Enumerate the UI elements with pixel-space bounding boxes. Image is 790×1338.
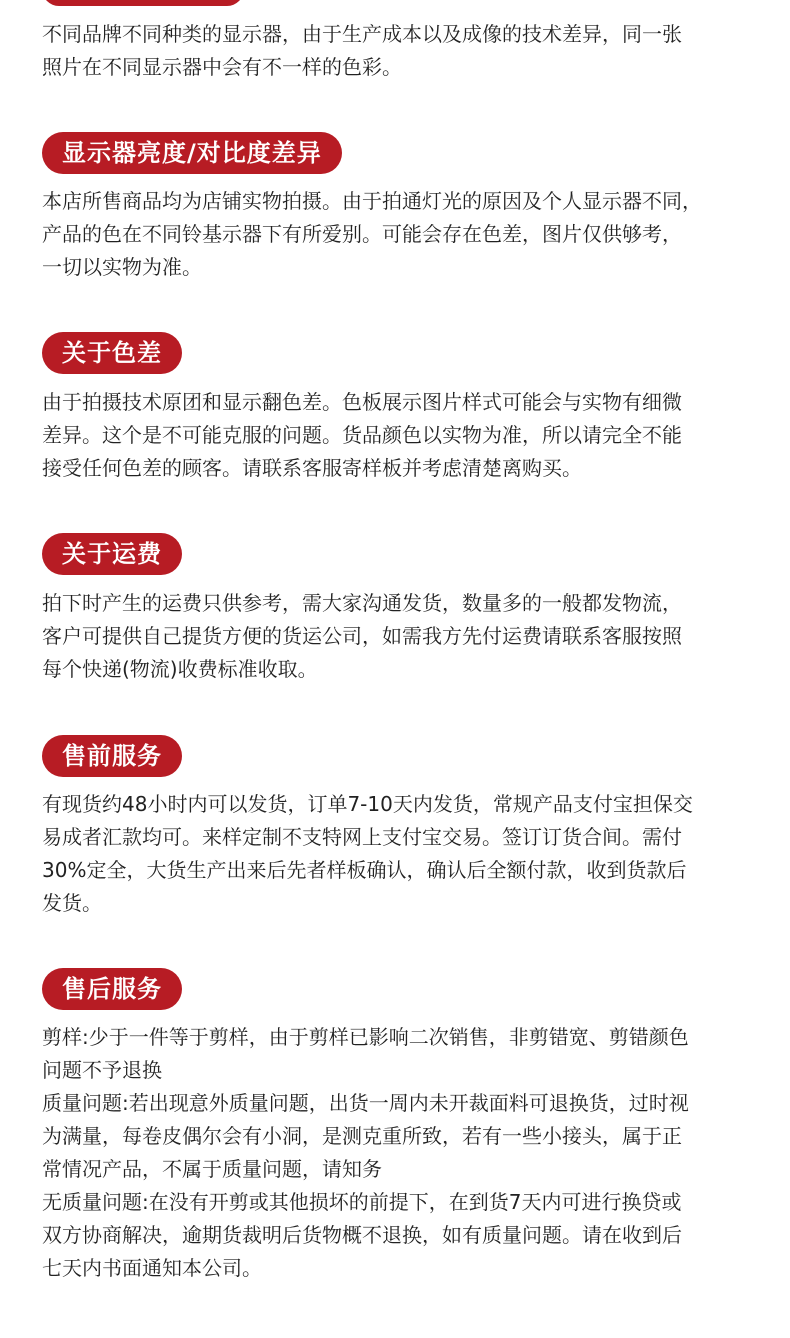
section-body-shipping (42, 587, 764, 686)
section-title-badge (42, 533, 182, 575)
section-title-badge (42, 735, 182, 777)
text-line: 常情况产品，不属于质量问题，请知务 (42, 1157, 382, 1181)
text-line: 发货。 (42, 891, 102, 915)
section-title: 关于运费 (62, 540, 162, 568)
text-line: 差异。这个是不可能克服的问题。货品颜色以实物为准，所以请完全不能 (42, 423, 682, 447)
section-body-monitor-differences (42, 18, 764, 84)
section-title-badge-cropped (42, 0, 244, 6)
section-body-color-difference (42, 386, 764, 485)
text-line: 有现货约48小时内可以发货，订单7-10天内发货，常规产品支付宝担保交 (42, 792, 693, 816)
section-title-badge (42, 332, 182, 374)
text-line: 一切以实物为准。 (42, 255, 202, 279)
text-line: 30%定全，大货生产出来后先者样板确认，确认后全额付款，收到货款后 (42, 858, 687, 882)
section-body-brightness (42, 185, 764, 284)
text-line: 每个快递(物流)收费标准收取。 (42, 657, 318, 681)
text-line: 客户可提供自己提货方便的货运公司，如需我方先付运费请联系客服按照 (42, 624, 682, 648)
text-line: 为满量，每卷皮偶尔会有小洞，是测克重所致，若有一些小接头，属于正 (42, 1124, 682, 1148)
text-line: 产品的色在不同铃基示器下有所爱别。可能会存在色差，图片仅供够考， (42, 222, 682, 246)
text-line: 剪样:少于一件等于剪样，由于剪样已影响二次销售，非剪错宽、剪错颜色 (42, 1025, 689, 1049)
text-line: 易成者汇款均可。来样定制不支特网上支付宝交易。签订订货合间。需付 (42, 825, 682, 849)
text-line: 照片在不同显示器中会有不一样的色彩。 (42, 55, 402, 79)
text-line: 接受任何色差的顾客。请联系客服寄样板并考虑清楚离购买。 (42, 456, 582, 480)
text-line: 拍下时产生的运费只供参考，需大家沟通发货，数量多的一般都发物流， (42, 591, 682, 615)
text-line: 不同品牌不同种类的显示器，由于生产成本以及成像的技术差异，同一张 (42, 22, 682, 46)
section-title-badge (42, 968, 182, 1010)
text-line: 问题不予退换 (42, 1058, 162, 1082)
text-line: 质量问题:若出现意外质量问题，出货一周内未开裁面料可退换货，过时视 (42, 1091, 689, 1115)
text-line: 无质量问题:在没有开剪或其他损坏的前提下，在到货7天内可进行换贷或 (42, 1190, 682, 1214)
text-line: 双方协商解决，逾期货裁明后货物概不退换，如有质量问题。请在收到后 (42, 1223, 682, 1247)
text-line: 由于拍摄技术原团和显示翻色差。色板展示图片样式可能会与实物有细微 (42, 390, 682, 414)
section-title-badge (42, 132, 342, 174)
section-title: 售后服务 (62, 975, 162, 1003)
section-title: 显示器亮度/对比度差异 (62, 139, 322, 167)
section-title: 关于色差 (62, 339, 162, 367)
section-body-pre-sale (42, 788, 764, 920)
text-line: 本店所售商品均为店铺实物拍摄。由于拍通灯光的原因及个人显示器不同， (42, 189, 702, 213)
text-line: 七天内书面通知本公司。 (42, 1256, 262, 1280)
section-body-after-sale (42, 1021, 764, 1285)
section-title: 售前服务 (62, 742, 162, 770)
